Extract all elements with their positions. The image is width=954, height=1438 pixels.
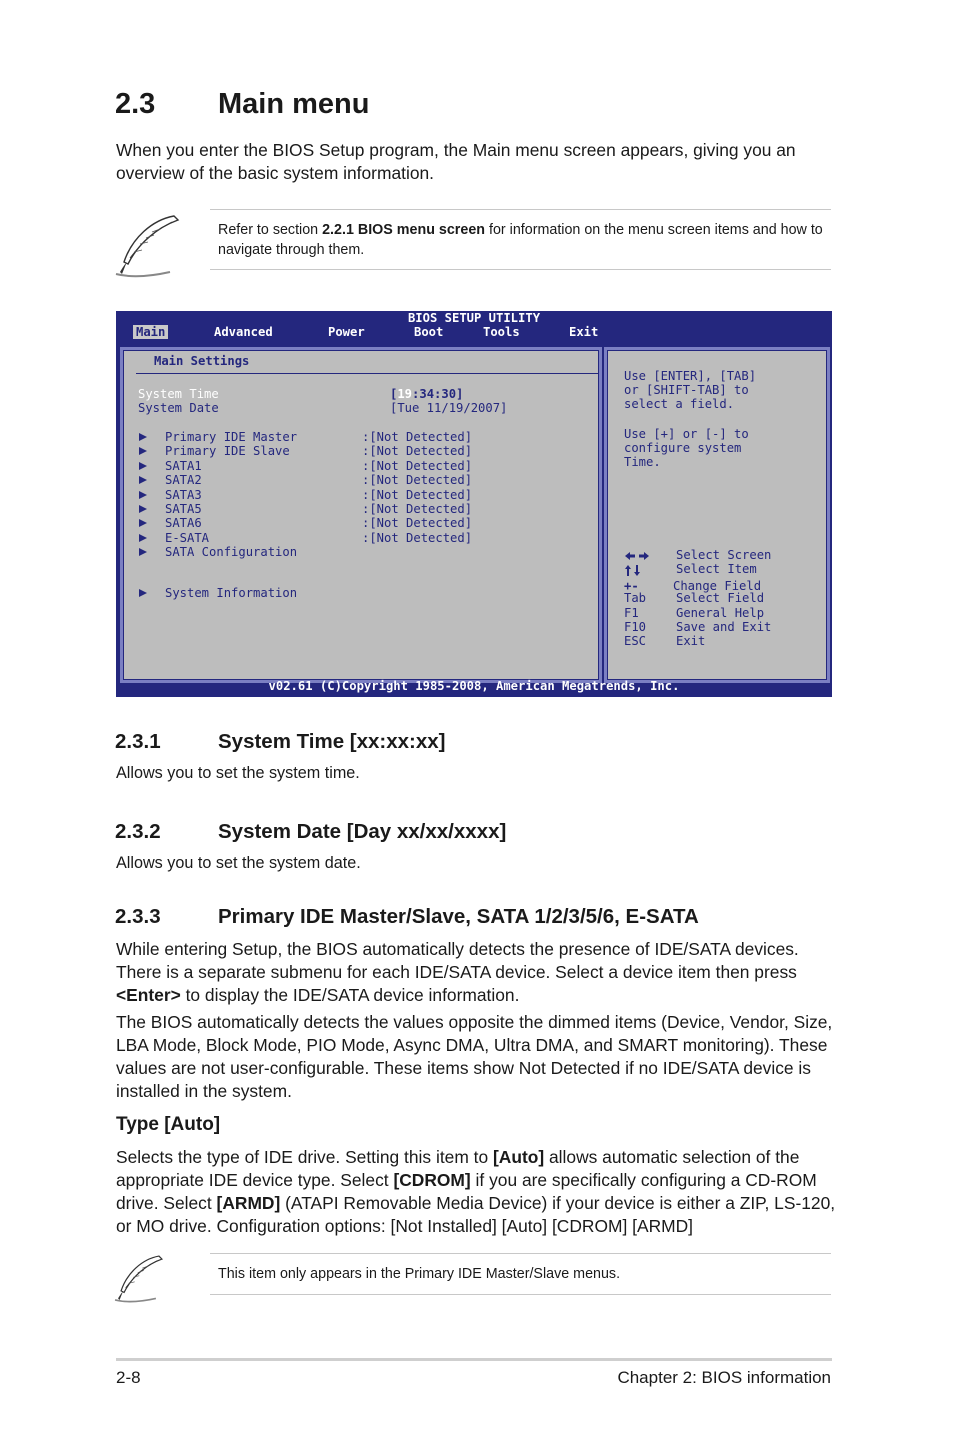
key-desc: Select Field — [676, 591, 765, 605]
help-line: Use [+] or [-] to — [624, 427, 749, 441]
bios-title: BIOS SETUP UTILITY — [407, 311, 541, 325]
bios-help-panel — [604, 347, 830, 683]
note-link-text: 2.2.1 BIOS menu screen — [322, 222, 486, 238]
key-name: F10 — [624, 620, 647, 634]
key-desc: Change Field — [673, 579, 762, 593]
system-time-label[interactable]: System Time — [138, 387, 219, 401]
system-information-item[interactable]: System Information — [165, 586, 298, 600]
panel-divider — [136, 373, 598, 374]
key-desc: Save and Exit — [676, 620, 772, 634]
device-status: :[Not Detected] — [362, 530, 473, 545]
left-right-arrows-icon — [624, 551, 650, 561]
device-item[interactable]: SATA2 — [165, 473, 202, 488]
device-item[interactable]: SATA Configuration — [165, 545, 298, 560]
bios-menu-main[interactable]: Main — [133, 325, 168, 339]
submenu-arrow-icon — [139, 534, 147, 542]
section-2-3-3-paragraph-2: The BIOS automatically detects the values opposite the dimmed items (Device, Vendor, Size, LBA Mode, Block Mode, PIO Mode, Async DMA, Ultra DMA, and SMART monitoring). These values are not user-configurable. These items show Not Detected if no IDE/SATA device is installed in the system. — [116, 1012, 833, 1101]
intro-paragraph: When you enter the BIOS Setup program, the Main menu screen appears, giving you an overview of the basic system information. — [116, 140, 796, 183]
bios-menu-boot[interactable]: Boot — [414, 325, 444, 339]
device-status: :[Not Detected] — [362, 444, 473, 459]
device-status: :[Not Detected] — [362, 516, 473, 531]
section-2-3-2-heading: 2.3.2 System Date [Day xx/xx/xxxx] — [115, 820, 507, 843]
help-line: configure system — [624, 441, 742, 455]
device-item[interactable]: SATA6 — [165, 516, 202, 531]
device-item[interactable]: E-SATA — [165, 530, 210, 545]
section-title: Main menu — [218, 88, 370, 120]
note-feather-icon — [112, 1252, 168, 1304]
system-date-label[interactable]: System Date — [138, 401, 219, 415]
key-name: +- — [624, 579, 639, 593]
submenu-arrow-icon — [139, 476, 147, 484]
submenu-arrow-icon — [139, 589, 147, 597]
section-number: 2.3 — [115, 88, 156, 120]
bios-screenshot — [116, 311, 832, 697]
system-time-value[interactable]: [19:34:30] — [390, 387, 464, 401]
help-line: select a field. — [624, 397, 735, 411]
note-text: Refer to section 2.2.1 BIOS menu screen for information on the menu screen items and how to navigate through them. — [218, 222, 823, 258]
up-down-arrows-icon — [624, 564, 642, 577]
device-status: :[Not Detected] — [362, 430, 473, 444]
note-text: This item only appears in the Primary IDE Master/Slave menus. — [218, 1266, 621, 1282]
bios-menu-advanced[interactable]: Advanced — [214, 325, 273, 339]
help-line: Time. — [624, 455, 661, 469]
note-box — [210, 209, 831, 270]
device-status: :[Not Detected] — [362, 473, 473, 488]
submenu-arrow-icon — [139, 447, 147, 455]
section-2-3-3-paragraph-1: While entering Setup, the BIOS automatically detects the presence of IDE/SATA devices. There is a separate submenu for each IDE/SATA device. Select a device item then press <Enter> to display the IDE/SATA device information. — [116, 939, 799, 1005]
device-status: :[Not Detected] — [362, 458, 473, 473]
bios-main-panel — [120, 347, 602, 683]
key-name: ESC — [624, 634, 647, 648]
help-line: or [SHIFT-TAB] to — [624, 383, 749, 397]
section-2-3-1-body: Allows you to set the system time. — [116, 764, 360, 782]
section-2-3-2-body: Allows you to set the system date. — [116, 854, 361, 872]
key-desc: Select Screen — [676, 548, 772, 562]
submenu-arrow-icon — [139, 433, 147, 441]
note-box — [210, 1253, 831, 1295]
bios-copyright: v02.61 (C)Copyright 1985-2008, American Megatrends, Inc. — [268, 679, 680, 693]
key-desc: Select Item — [676, 562, 757, 576]
submenu-arrow-icon — [139, 548, 147, 556]
submenu-arrow-icon — [139, 519, 147, 527]
submenu-arrow-icon — [139, 462, 147, 470]
page-title — [115, 88, 369, 121]
submenu-arrow-icon — [139, 491, 147, 499]
note-feather-icon — [112, 212, 186, 278]
chapter-title: Chapter 2: BIOS information — [617, 1368, 831, 1387]
footer-rule — [116, 1358, 832, 1361]
bios-menu-exit[interactable]: Exit — [569, 325, 599, 339]
device-status: :[Not Detected] — [362, 502, 473, 516]
type-auto-paragraph: Selects the type of IDE drive. Setting this item to [Auto] allows automatic selection of the appropriate IDE device type. Select [CDROM] if you are specifically configuring a CD-ROM drive. Select [ARMD] (ATAPI Removable Media Device) if your device is either a ZIP, LS-120, or MO drive. Configuration options: [Not Installed] [Auto] [CDROM] [ARMD] — [116, 1147, 836, 1236]
main-settings-title: Main Settings — [154, 354, 250, 368]
type-auto-heading: Type [Auto] — [116, 1114, 221, 1135]
device-item[interactable]: SATA1 — [165, 458, 202, 473]
bios-menu-tools[interactable]: Tools — [483, 325, 520, 339]
help-line: Use [ENTER], [TAB] — [624, 369, 757, 383]
system-date-value[interactable]: [Tue 11/19/2007] — [390, 401, 508, 415]
key-name: Tab — [624, 591, 647, 605]
bios-menu-power[interactable]: Power — [328, 325, 365, 339]
device-item[interactable]: Primary IDE Master — [165, 430, 298, 444]
key-desc: Exit — [676, 634, 706, 648]
device-item[interactable]: SATA3 — [165, 487, 202, 502]
key-desc: General Help — [676, 606, 765, 620]
device-item[interactable]: Primary IDE Slave — [165, 444, 290, 459]
section-2-3-1-heading: 2.3.1 System Time [xx:xx:xx] — [115, 730, 446, 753]
key-name: F1 — [624, 606, 639, 620]
device-status: :[Not Detected] — [362, 487, 473, 502]
submenu-arrow-icon — [139, 505, 147, 513]
device-item[interactable]: SATA5 — [165, 502, 202, 516]
section-2-3-3-heading: 2.3.3 Primary IDE Master/Slave, SATA 1/2/3/5/6, E-SATA — [115, 905, 699, 928]
page-number: 2-8 — [116, 1368, 141, 1387]
